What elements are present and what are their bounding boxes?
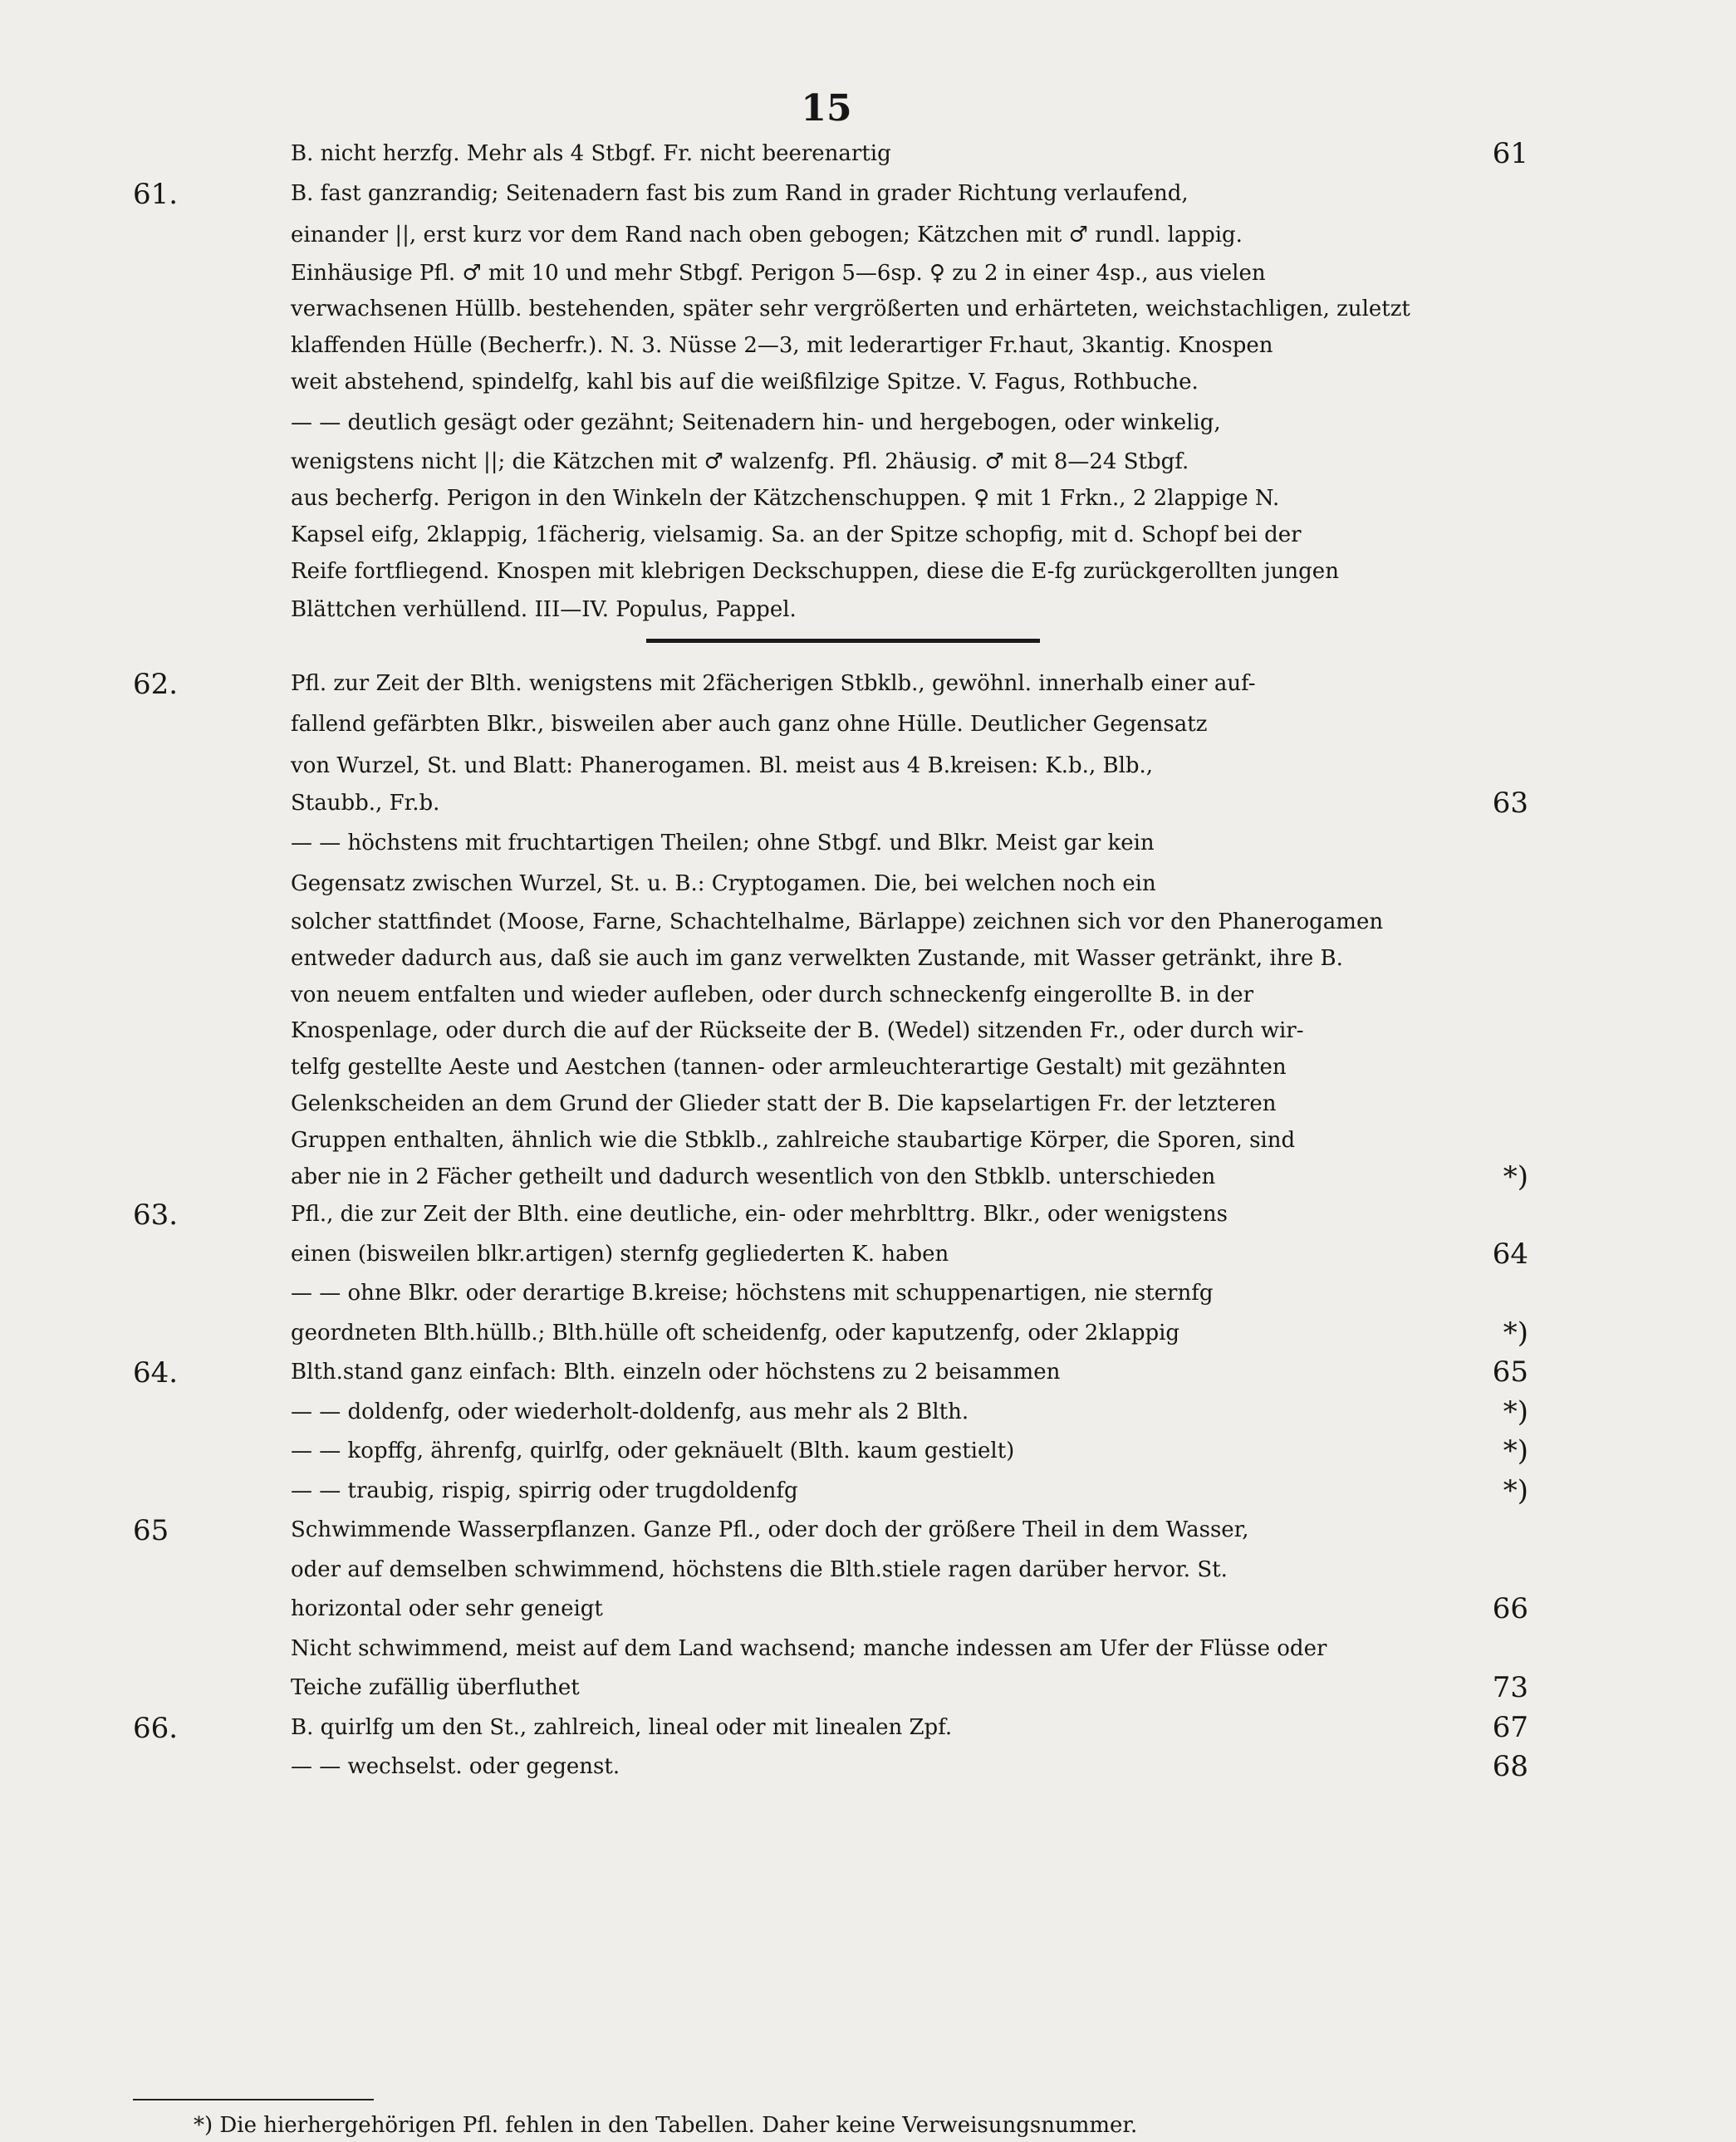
entry-line: Blättchen verhüllend. III—IV. Populus, Pappel.	[291, 597, 797, 622]
entry-line: wenigstens nicht ||; die Kätzchen mit ♂ walzenfg. Pfl. 2häusig. ♂ mit 8—24 Stbgf.	[291, 449, 1189, 474]
reference-number: *)	[1503, 1395, 1528, 1429]
entry-line: oder auf demselben schwimmend, höchstens die Blth.stiele ragen darüber hervor. St.	[291, 1557, 1228, 1582]
footnote: *) Die hierhergehörigen Pfl. fehlen in den Tabellen. Daher keine Verweisungsnummer.	[194, 2113, 1138, 2138]
entry-line: Nicht schwimmend, meist auf dem Land wachsend; manche indessen am Ufer der Flüsse oder	[291, 1636, 1327, 1661]
entry-line: — — höchstens mit fruchtartigen Theilen; ohne Stbgf. und Blkr. Meist gar kein	[291, 831, 1155, 855]
reference-number: 61	[1492, 137, 1528, 170]
reference-number: *)	[1503, 1316, 1528, 1350]
reference-number: 63	[1492, 787, 1528, 820]
entry-line: — — doldenfg, oder wiederholt-doldenfg, aus mehr als 2 Blth.	[291, 1399, 969, 1424]
entry-line: Blth.stand ganz einfach: Blth. einzeln oder höchstens zu 2 beisammen	[291, 1360, 1061, 1385]
entry-number: 61.	[133, 178, 179, 211]
entry-line: — — wechselst. oder gegenst.	[291, 1754, 620, 1779]
reference-number: 68	[1492, 1750, 1528, 1783]
reference-number: 73	[1492, 1671, 1528, 1704]
entry-line: Gruppen enthalten, ähnlich wie die Stbklb., zahlreiche staubartige Körper, die Sporen, sind	[291, 1128, 1296, 1153]
page-number: 15	[801, 87, 852, 130]
entry-line: von neuem entfalten und wieder aufleben, oder durch schneckenfg eingerollte B. in der	[291, 983, 1253, 1007]
entry-line: horizontal oder sehr geneigt	[291, 1596, 603, 1621]
entry-line: Knospenlage, oder durch die auf der Rückseite der B. (Wedel) sitzenden Fr., oder durch wir-	[291, 1018, 1304, 1043]
reference-number: 64	[1492, 1238, 1528, 1271]
footnote-rule	[133, 2099, 374, 2100]
entry-line: — — ohne Blkr. oder derartige B.kreise; höchstens mit schuppenartigen, nie sternfg	[291, 1281, 1214, 1306]
reference-number: 65	[1492, 1355, 1528, 1389]
entry-line: — — kopffg, ährenfg, quirlfg, oder geknäuelt (Blth. kaum gestielt)	[291, 1439, 1015, 1463]
entry-number: 64.	[133, 1356, 179, 1390]
entry-number: 66.	[133, 1712, 179, 1745]
entry-line: fallend gefärbten Blkr., bisweilen aber auch ganz ohne Hülle. Deutlicher Gegensatz	[291, 712, 1208, 737]
entry-line: aus becherfg. Perigon in den Winkeln der Kätzchenschuppen. ♀ mit 1 Frkn., 2 2lappige N.	[291, 486, 1280, 511]
reference-number: 67	[1492, 1711, 1528, 1744]
entry-line: klaffenden Hülle (Becherfr.). N. 3. Nüsse 2—3, mit lederartiger Fr.haut, 3kantig. Knospen	[291, 333, 1273, 358]
entry-line: Schwimmende Wasserpflanzen. Ganze Pfl., oder doch der größere Theil in dem Wasser,	[291, 1517, 1249, 1542]
entry-line: Teiche zufällig überfluthet	[291, 1675, 580, 1700]
entry-line: Gegensatz zwischen Wurzel, St. u. B.: Cryptogamen. Die, bei welchen noch ein	[291, 871, 1156, 896]
entry-line: verwachsenen Hüllb. bestehenden, später sehr vergrößerten und erhärteten, weichstachligen, zuletzt	[291, 297, 1410, 321]
entry-line: einander ||, erst kurz vor dem Rand nach oben gebogen; Kätzchen mit ♂ rundl. lappig.	[291, 223, 1243, 248]
entry-line: einen (bisweilen blkr.artigen) sternfg gegliederten K. haben	[291, 1242, 949, 1267]
entry-line: Pfl., die zur Zeit der Blth. eine deutliche, ein- oder mehrblttrg. Blkr., oder wenigstens	[291, 1202, 1228, 1227]
entry-line: solcher stattfindet (Moose, Farne, Schachtelhalme, Bärlappe) zeichnen sich vor den Phanerogamen	[291, 909, 1384, 934]
entry-line: geordneten Blth.hüllb.; Blth.hülle oft scheidenfg, oder kaputzenfg, oder 2klappig	[291, 1321, 1180, 1345]
entry-line: Reife fortfliegend. Knospen mit klebrigen Deckschuppen, diese die E-fg zurückgerollten jungen	[291, 559, 1339, 584]
entry-line: entweder dadurch aus, daß sie auch im ganz verwelkten Zustande, mit Wasser getränkt, ihre B.	[291, 946, 1343, 971]
entry-line: telfg gestellte Aeste und Aestchen (tannen- oder armleuchterartige Gestalt) mit gezähnten	[291, 1055, 1287, 1080]
entry-number: 63.	[133, 1198, 179, 1232]
entry-line: Kapsel eifg, 2klappig, 1fächerig, vielsamig. Sa. an der Spitze schopfig, mit d. Schopf bei der	[291, 522, 1302, 547]
entry-line: — — deutlich gesägt oder gezähnt; Seitenadern hin- und hergebogen, oder winkelig,	[291, 410, 1221, 435]
entry-number: 65	[133, 1514, 169, 1547]
reference-number: 66	[1492, 1592, 1528, 1625]
section-divider	[646, 639, 1040, 643]
entry-line: Einhäusige Pfl. ♂ mit 10 und mehr Stbgf. Perigon 5—6sp. ♀ zu 2 in einer 4sp., aus vielen	[291, 261, 1266, 286]
entry-line: Staubb., Fr.b.	[291, 791, 440, 816]
reference-number: *)	[1503, 1474, 1528, 1507]
entry-line: Pfl. zur Zeit der Blth. wenigstens mit 2fächerigen Stbklb., gewöhnl. innerhalb einer auf-	[291, 671, 1256, 696]
entry-line: — — traubig, rispig, spirrig oder trugdoldenfg	[291, 1478, 798, 1503]
entry-line: B. fast ganzrandig; Seitenadern fast bis zum Rand in grader Richtung verlaufend,	[291, 181, 1189, 206]
entry-line: von Wurzel, St. und Blatt: Phanerogamen. Bl. meist aus 4 B.kreisen: K.b., Blb.,	[291, 753, 1154, 778]
reference-number: *)	[1503, 1160, 1528, 1194]
entry-line: aber nie in 2 Fächer getheilt und dadurch wesentlich von den Stbklb. unterschieden	[291, 1164, 1216, 1189]
reference-number: *)	[1503, 1434, 1528, 1468]
entry-line: weit abstehend, spindelfg, kahl bis auf die weißfilzige Spitze. V. Fagus, Rothbuche.	[291, 370, 1199, 395]
entry-number: 62.	[133, 668, 179, 701]
entry-line: Gelenkscheiden an dem Grund der Glieder statt der B. Die kapselartigen Fr. der letzteren	[291, 1091, 1277, 1116]
entry-line: B. quirlfg um den St., zahlreich, lineal oder mit linealen Zpf.	[291, 1715, 953, 1740]
entry-line: B. nicht herzfg. Mehr als 4 Stbgf. Fr. nicht beerenartig	[291, 141, 891, 166]
